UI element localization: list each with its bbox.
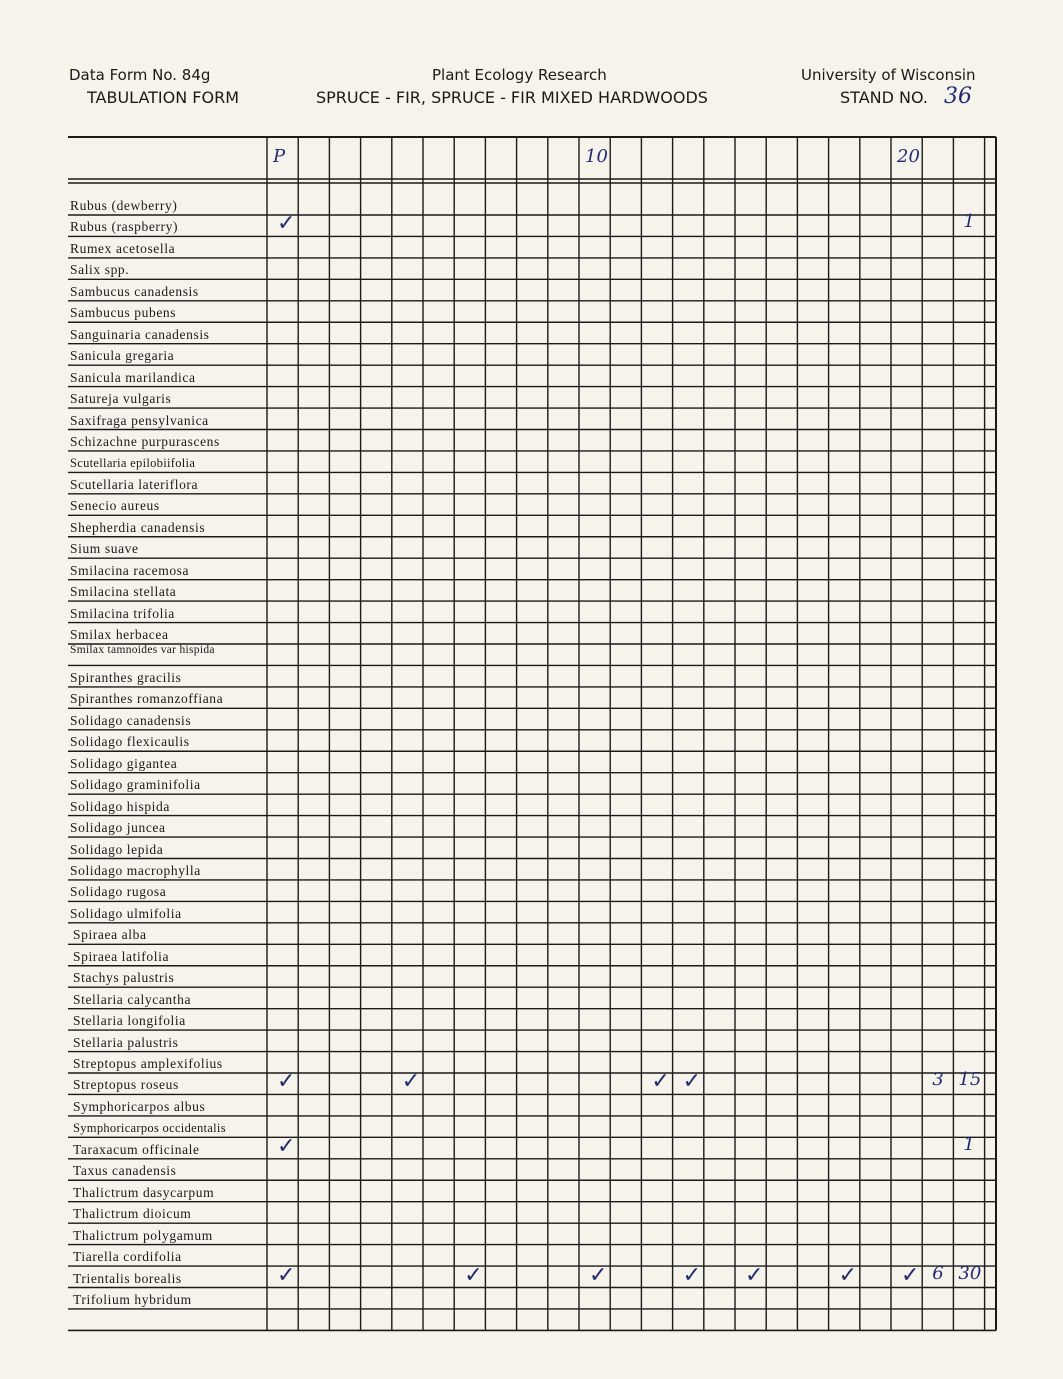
species-label: Solidago macrophylla bbox=[70, 862, 201, 878]
tally-value: 30 bbox=[958, 1262, 982, 1284]
species-label: Symphoricarpos occidentalis bbox=[73, 1121, 226, 1136]
species-label: Senecio aureus bbox=[70, 498, 160, 514]
species-label: Solidago graminifolia bbox=[70, 777, 201, 793]
species-label: Thalictrum polygamum bbox=[73, 1227, 213, 1243]
checkmark: ✓ bbox=[838, 1262, 858, 1288]
species-label: Sanicula gregaria bbox=[70, 348, 175, 364]
checkmark: ✓ bbox=[277, 211, 296, 237]
species-label: Scutellaria epilobiifolia bbox=[70, 456, 196, 471]
species-label: Tiarella cordifolia bbox=[73, 1249, 182, 1265]
species-label: Sanicula marilandica bbox=[70, 369, 196, 385]
tally-value: 3 bbox=[932, 1069, 944, 1091]
tally-value: 1 bbox=[963, 211, 975, 233]
checkmark: ✓ bbox=[277, 1262, 296, 1288]
species-label: Spiraea latifolia bbox=[73, 948, 170, 964]
species-label: Stachys palustris bbox=[73, 970, 175, 986]
university-name: University of Wisconsin bbox=[801, 66, 976, 84]
checkmark: ✓ bbox=[589, 1262, 608, 1288]
column-header-mark: 20 bbox=[897, 146, 920, 167]
checkmark: ✓ bbox=[401, 1069, 421, 1095]
tally-value: 6 bbox=[932, 1262, 944, 1284]
species-label: Spiraea alba bbox=[73, 927, 147, 943]
column-header-mark: P bbox=[273, 146, 286, 167]
species-label: Thalictrum dioicum bbox=[73, 1206, 192, 1222]
species-label: Smilax herbacea bbox=[70, 627, 169, 642]
species-label: Sambucus canadensis bbox=[70, 283, 199, 299]
species-label: Spiranthes gracilis bbox=[70, 669, 182, 685]
checkmark: ✓ bbox=[277, 1069, 296, 1095]
checkmark: ✓ bbox=[745, 1262, 764, 1288]
checkmark: ✓ bbox=[901, 1262, 920, 1288]
species-label: Sambucus pubens bbox=[70, 305, 177, 321]
form-number: Data Form No. 84g bbox=[69, 66, 211, 84]
species-label: Rumex acetosella bbox=[70, 240, 176, 256]
species-label: Solidago gigantea bbox=[70, 755, 178, 771]
species-label: Smilacina stellata bbox=[70, 584, 177, 600]
species-label: Thalictrum dasycarpum bbox=[73, 1184, 215, 1200]
species-label: Solidago ulmifolia bbox=[70, 905, 182, 921]
species-label: Sium suave bbox=[70, 541, 139, 557]
checkmark: ✓ bbox=[277, 1133, 296, 1159]
checkmark: ✓ bbox=[464, 1262, 483, 1288]
species-label: Stellaria calycantha bbox=[73, 991, 192, 1007]
species-label: Solidago canadensis bbox=[70, 712, 192, 728]
species-label: Smilacina trifolia bbox=[70, 605, 175, 621]
species-label: Trientalis borealis bbox=[73, 1270, 182, 1286]
species-label: Smilacina racemosa bbox=[70, 562, 190, 578]
species-label: Rubus (raspberry) bbox=[70, 219, 179, 235]
species-label: Spiranthes romanzoffiana bbox=[70, 691, 224, 707]
species-label: Smilax tamnoides var hispida bbox=[70, 644, 215, 657]
species-label: Rubus (dewberry) bbox=[70, 198, 178, 213]
tally-value: 15 bbox=[958, 1069, 982, 1091]
species-label: Taraxacum officinale bbox=[73, 1141, 200, 1157]
species-label: Solidago flexicaulis bbox=[70, 734, 190, 750]
species-label: Sanguinaria canadensis bbox=[70, 326, 210, 342]
species-label: Stellaria longifolia bbox=[73, 1013, 186, 1029]
checkmark: ✓ bbox=[651, 1069, 670, 1095]
species-label: Saxifraga pensylvanica bbox=[70, 412, 209, 428]
institute-title: Plant Ecology Research bbox=[432, 66, 607, 84]
species-label: Solidago rugosa bbox=[70, 884, 167, 900]
species-label: Taxus canadensis bbox=[73, 1163, 177, 1179]
species-label: Solidago lepida bbox=[70, 841, 164, 857]
species-label: Scutellaria lateriflora bbox=[70, 476, 199, 492]
species-label: Solidago hispida bbox=[70, 798, 170, 814]
forest-type-title: SPRUCE - FIR, SPRUCE - FIR MIXED HARDWOODS bbox=[316, 88, 708, 107]
species-label: Salix spp. bbox=[70, 262, 130, 278]
checkmark: ✓ bbox=[682, 1069, 702, 1095]
species-label: Stellaria palustris bbox=[73, 1034, 179, 1050]
species-label: Satureja vulgaris bbox=[70, 391, 172, 407]
species-label: Symphoricarpos albus bbox=[73, 1098, 206, 1114]
species-label: Trifolium hybridum bbox=[73, 1291, 192, 1307]
stand-number-value: 36 bbox=[944, 84, 972, 109]
species-label: Solidago juncea bbox=[70, 820, 166, 836]
species-label: Streptopus roseus bbox=[73, 1077, 179, 1093]
form-type: TABULATION FORM bbox=[87, 88, 240, 107]
stand-number-label: STAND NO. bbox=[840, 88, 929, 107]
species-label: Schizachne purpurascens bbox=[70, 433, 220, 449]
checkmark: ✓ bbox=[682, 1262, 702, 1288]
column-header-mark: 10 bbox=[585, 146, 608, 167]
species-label: Shepherdia canadensis bbox=[70, 519, 206, 535]
species-label: Streptopus amplexifolius bbox=[73, 1056, 223, 1071]
tally-value: 1 bbox=[963, 1133, 975, 1155]
